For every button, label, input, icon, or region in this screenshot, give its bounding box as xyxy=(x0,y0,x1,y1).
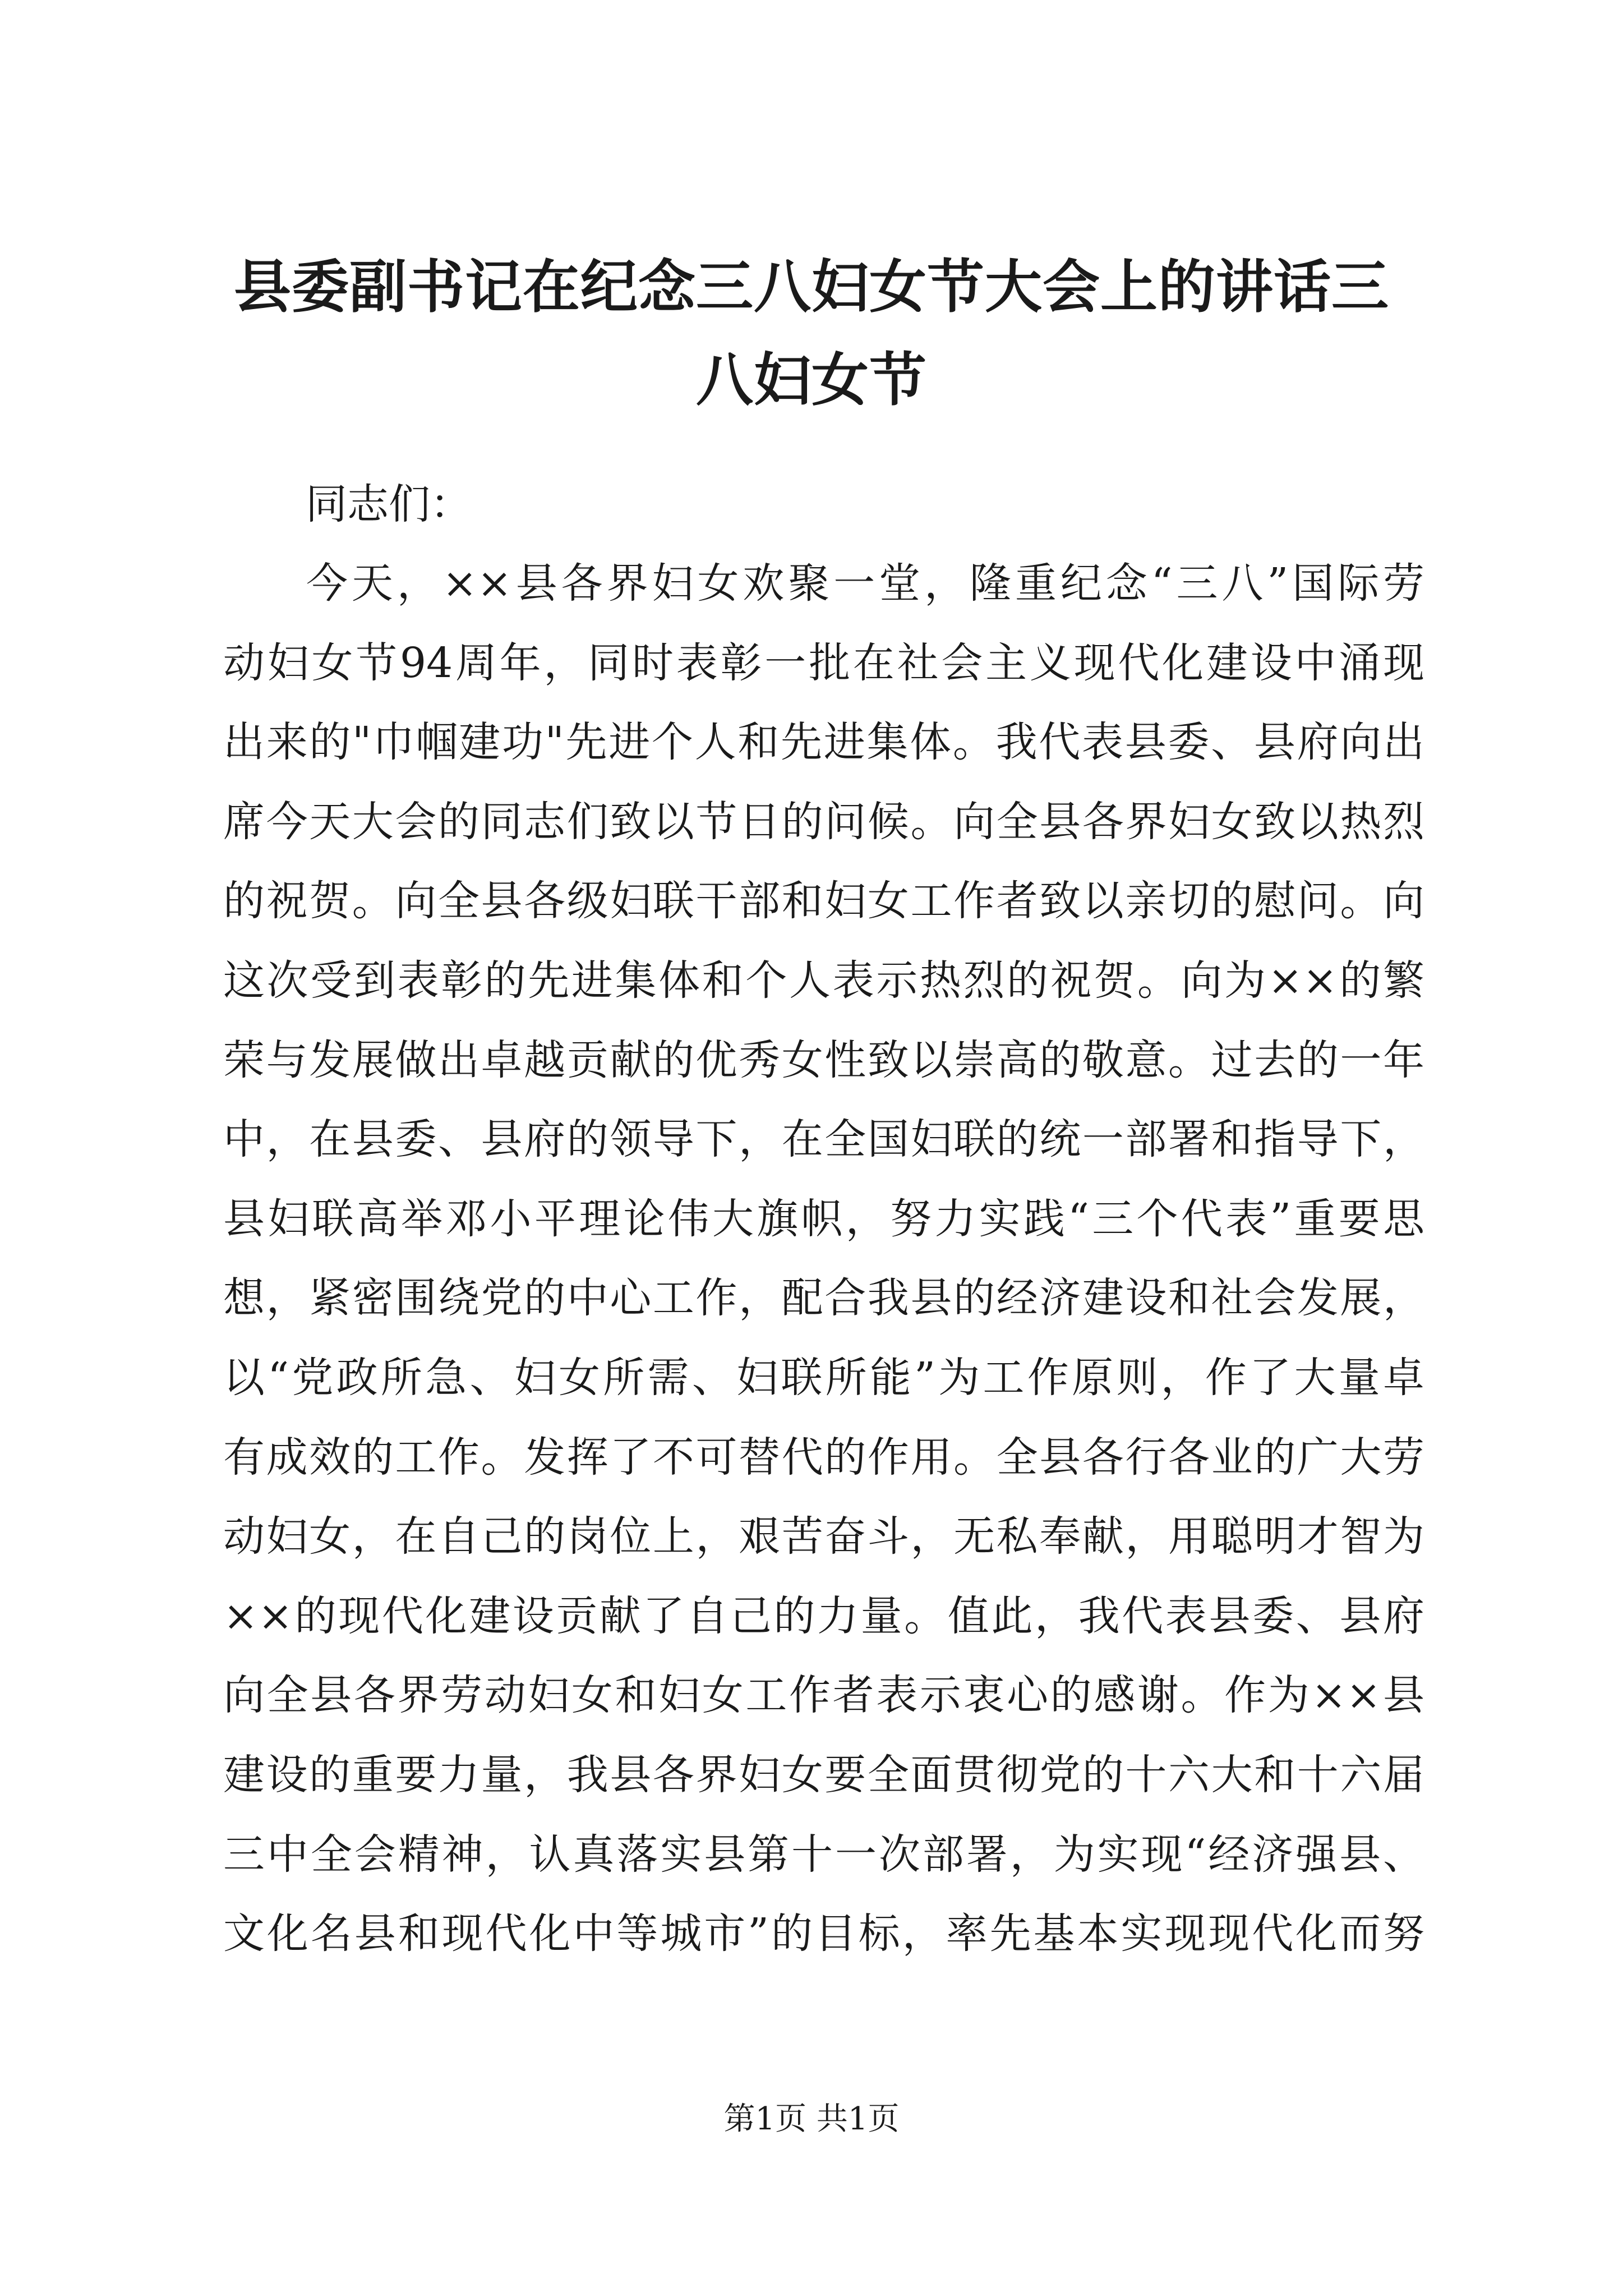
title-line-2: 八妇女节 xyxy=(696,347,927,414)
body-line: 动妇女节94周年，同时表彰一批在社会主义现代化建设中涌现 xyxy=(223,638,1424,687)
body-line: 县妇联高举邓小平理论伟大旗帜，努力实践“三个代表”重要思 xyxy=(223,1194,1424,1243)
body-line: 这次受到表彰的先进集体和个人表示热烈的祝贺。向为××的繁 xyxy=(223,956,1424,1005)
body-paragraph xyxy=(223,544,1424,1974)
title-line-1: 县委副书记在纪念三八妇女节大会上的讲话三 xyxy=(234,254,1389,321)
body-line: 向全县各界劳动妇女和妇女工作者表示衷心的感谢。作为××县 xyxy=(223,1671,1424,1720)
page-footer: 第1页 共1页 xyxy=(723,2101,900,2137)
salutation: 同志们： xyxy=(306,480,472,528)
body-line: 席今天大会的同志们致以节日的问候。向全县各界妇女致以热烈 xyxy=(223,797,1424,846)
body-line: 有成效的工作。发挥了不可替代的作用。全县各行各业的广大劳 xyxy=(223,1433,1424,1481)
document-title xyxy=(213,241,1410,427)
body-line: 的祝贺。向全县各级妇联干部和妇女工作者致以亲切的慰问。向 xyxy=(223,877,1424,926)
body-line: 三中全会精神，认真落实县第十一次部署，为实现“经济强县、 xyxy=(223,1830,1424,1879)
body-line: 中，在县委、县府的领导下，在全国妇联的统一部署和指导下， xyxy=(223,1115,1424,1164)
body-line: 建设的重要力量，我县各界妇女要全面贯彻党的十六大和十六届 xyxy=(223,1750,1424,1799)
body-line: 出来的"巾帼建功"先进个人和先进集体。我代表县委、县府向出 xyxy=(223,718,1424,767)
body-line: 今天，××县各界妇女欢聚一堂，隆重纪念“三八”国际劳 xyxy=(306,559,1424,608)
body-line: 动妇女，在自己的岗位上，艰苦奋斗，无私奉献，用聪明才智为 xyxy=(223,1512,1424,1561)
body-line: 想，紧密围绕党的中心工作，配合我县的经济建设和社会发展， xyxy=(223,1274,1424,1323)
body-line: 文化名县和现代化中等城市”的目标，率先基本实现现代化而努 xyxy=(223,1910,1424,1958)
body-line: 荣与发展做出卓越贡献的优秀女性致以崇高的敬意。过去的一年 xyxy=(223,1036,1424,1084)
body-line: 以“党政所急、妇女所需、妇联所能”为工作原则，作了大量卓 xyxy=(223,1353,1424,1402)
body-line: ××的现代化建设贡献了自己的力量。值此，我代表县委、县府 xyxy=(223,1591,1424,1640)
